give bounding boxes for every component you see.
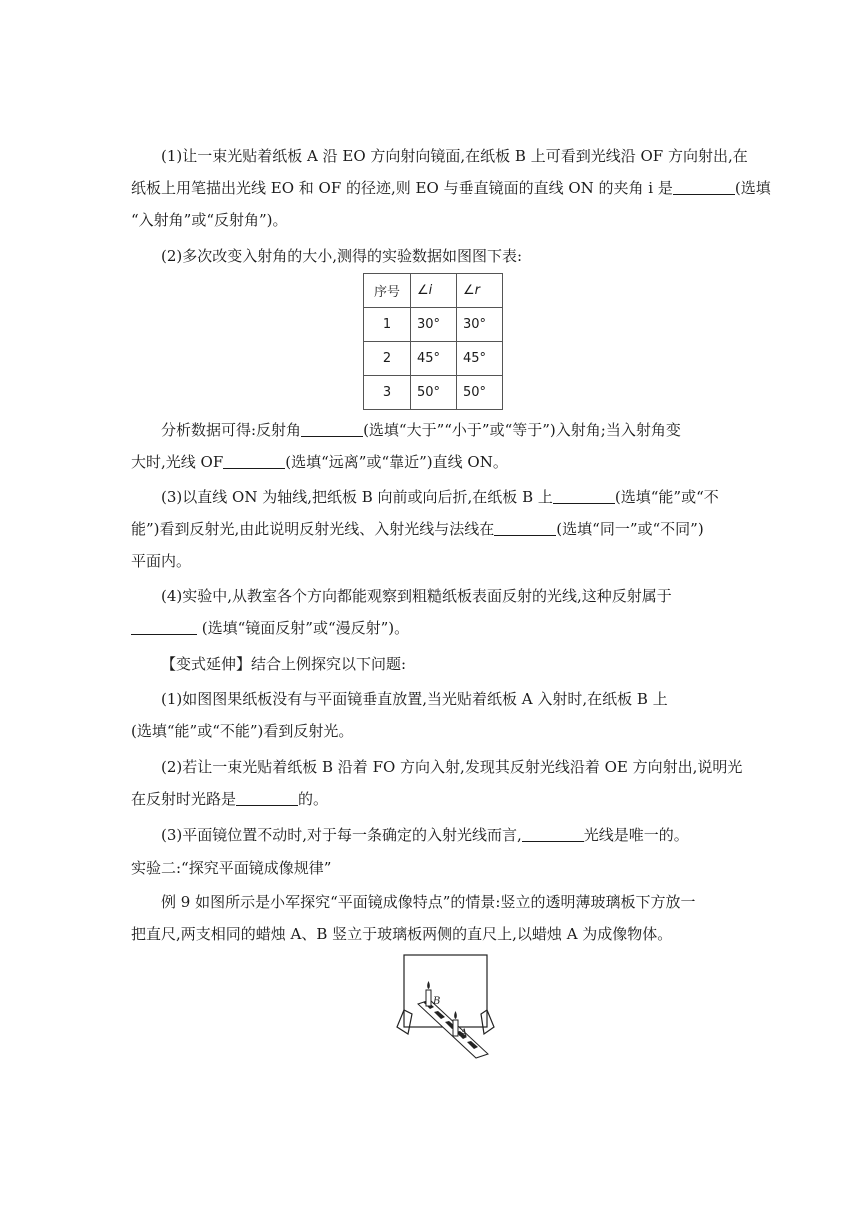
data-table — [363, 273, 503, 410]
q3-line-1 — [161, 487, 731, 507]
answer-blank[interactable] — [673, 180, 735, 195]
answer-blank[interactable] — [494, 521, 556, 536]
q2-analysis-2-text: 大时,光线 OF — [131, 453, 224, 471]
answer-blank[interactable] — [553, 489, 615, 504]
ext-1-line-1: (1)如图图果纸板没有与平面镜垂直放置,当光贴着纸板 A 入射时,在纸板 B 上 — [161, 690, 668, 708]
ext-2-line-2-tail: 的。 — [298, 790, 329, 808]
table-cell: 50° — [457, 376, 503, 410]
candle-b-icon — [426, 981, 431, 1006]
ext-1-line-2: (选填“能”或“不能”)看到反射光。 — [131, 722, 354, 740]
ext-2-line-1: (2)若让一束光贴着纸板 B 沿着 FO 方向入射,发现其反射光线沿着 OE 方向射出,说明光 — [161, 758, 743, 776]
answer-blank[interactable] — [522, 827, 584, 842]
mirror-experiment-figure — [396, 950, 502, 1062]
q2-analysis-2-tail: (选填“远离”或“靠近”)直线 ON。 — [285, 453, 508, 471]
q2-analysis-1 — [161, 420, 731, 440]
q2-analysis-1-tail: (选填“大于”“小于”或“等于”)入射角;当入射角变 — [363, 421, 681, 439]
extension-heading: 【变式延伸】结合上例探究以下问题: — [161, 655, 407, 673]
table-cell: 45° — [457, 342, 503, 376]
table-header-cell: ∠i — [411, 274, 457, 308]
table-cell: 1 — [364, 308, 411, 342]
q1-line-1: (1)让一束光贴着纸板 A 沿 EO 方向射向镜面,在纸板 B 上可看到光线沿 OF 方向射出,在 — [161, 147, 748, 165]
table-cell: 50° — [411, 376, 457, 410]
answer-blank[interactable] — [223, 454, 285, 469]
q4-line-2 — [131, 618, 731, 638]
table-row — [364, 342, 503, 376]
ext-3-line — [161, 825, 731, 845]
ext-2-line-2-text: 在反射时光路是 — [131, 790, 237, 808]
experiment-2-title: 实验二:“探究平面镜成像规律” — [131, 859, 332, 877]
table-row — [364, 308, 503, 342]
q1-line-2-text: 纸板上用笔描出光线 EO 和 OF 的径迹,则 EO 与垂直镜面的直线 ON 的夹角 i 是 — [131, 179, 673, 197]
table-header-row — [364, 274, 503, 308]
table-cell: 45° — [411, 342, 457, 376]
example-9-line-2: 把直尺,两支相同的蜡烛 A、B 竖立于玻璃板两侧的直尺上,以蜡烛 A 为成像物体。 — [131, 925, 673, 943]
answer-blank[interactable] — [236, 791, 298, 806]
answer-blank[interactable] — [131, 620, 197, 635]
q3-line-3: 平面内。 — [131, 552, 192, 570]
q2-intro: (2)多次改变入射角的大小,测得的实验数据如图图下表: — [161, 247, 523, 265]
ext-3-tail: 光线是唯一的。 — [583, 826, 689, 844]
q1-line-2-tail: (选填 — [734, 179, 771, 197]
q3-line-1-tail: (选填“能”或“不 — [614, 488, 719, 506]
label-a: A — [460, 1028, 468, 1039]
table-header-cell: ∠r — [457, 274, 503, 308]
q4-line-2-text: (选填“镜面反射”或“漫反射”)。 — [201, 619, 410, 637]
q1-line-3: “入射角”或“反射角”)。 — [131, 211, 288, 229]
candle-a-icon — [453, 1011, 458, 1036]
table-cell: 2 — [364, 342, 411, 376]
q4-line-1: (4)实验中,从教室各个方向都能观察到粗糙纸板表面反射的光线,这种反射属于 — [161, 587, 672, 605]
q3-line-2-text: 能”)看到反射光,由此说明反射光线、入射光线与法线在 — [131, 520, 495, 538]
q2-analysis-2 — [131, 452, 731, 472]
table-header-cell: 序号 — [364, 274, 411, 308]
table-cell: 30° — [411, 308, 457, 342]
q1-line-2 — [131, 178, 771, 198]
q3-line-1-text: (3)以直线 ON 为轴线,把纸板 B 向前或向后折,在纸板 B 上 — [161, 488, 553, 506]
answer-blank[interactable] — [301, 422, 363, 437]
q3-line-2-tail: (选填“同一”或“不同”) — [556, 520, 704, 538]
example-9-line-1: 例 9 如图所示是小军探究“平面镜成像特点”的情景:竖立的透明薄玻璃板下方放一 — [161, 893, 696, 911]
q2-analysis-1-text: 分析数据可得:反射角 — [161, 421, 302, 439]
table-cell: 30° — [457, 308, 503, 342]
table-cell: 3 — [364, 376, 411, 410]
table-row — [364, 376, 503, 410]
label-b: B — [433, 996, 441, 1007]
q3-line-2 — [131, 519, 731, 539]
ext-3-text: (3)平面镜位置不动时,对于每一条确定的入射光线而言, — [161, 826, 522, 844]
ext-2-line-2 — [131, 789, 731, 809]
